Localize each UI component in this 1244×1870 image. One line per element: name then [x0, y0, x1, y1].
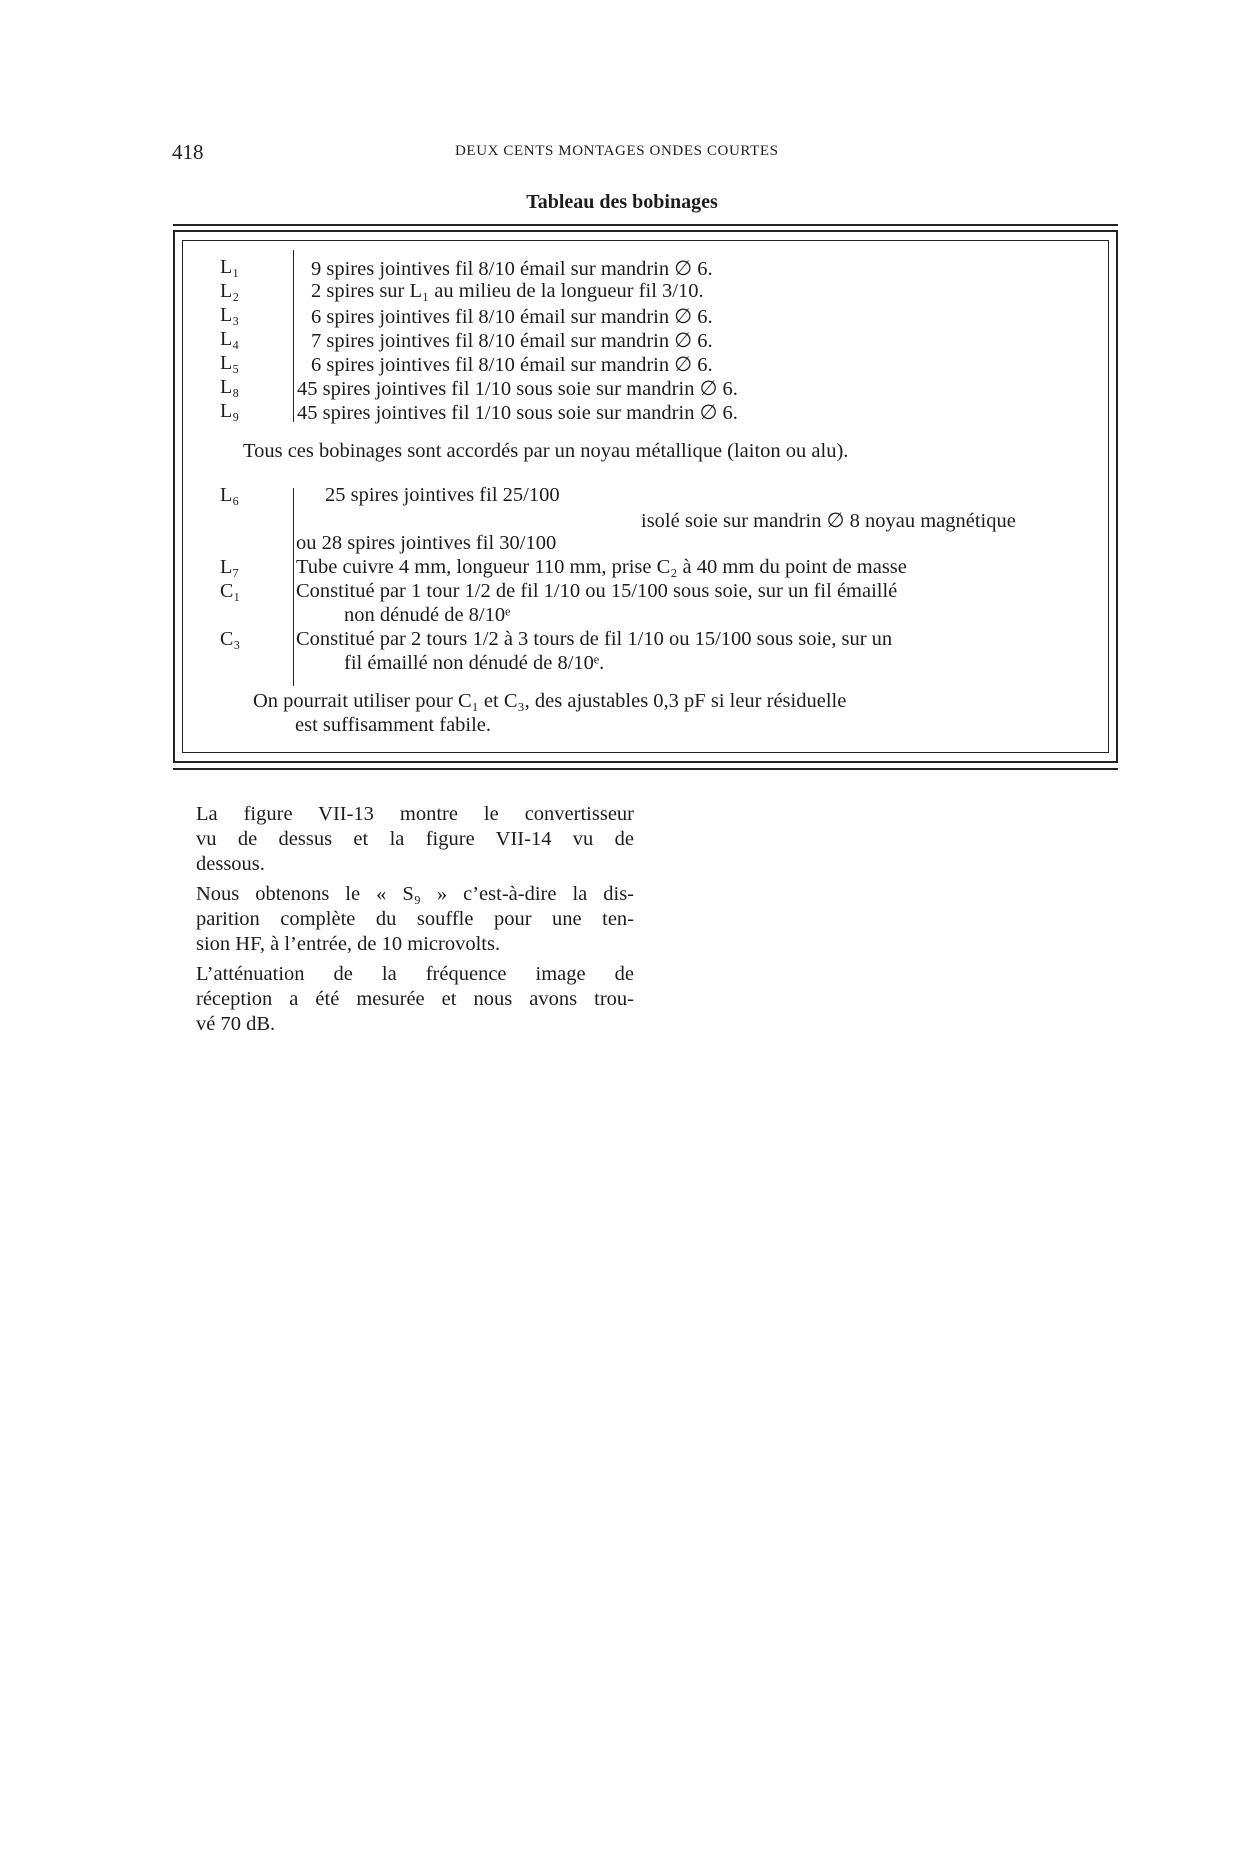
body-paragraph: [196, 802, 634, 877]
coil-label: C₃: [220, 628, 241, 650]
coil-description: ou 28 spires jointives fil 30/100: [296, 532, 557, 554]
coil-description: 45 spires jointives fil 1/10 sous soie sur mandrin ∅ 6.: [297, 378, 738, 400]
paragraph-line: L’atténuation de la fréquence image de: [196, 963, 634, 985]
table-bottom-rule: [173, 768, 1118, 770]
table-note-tuning: Tous ces bobinages sont accordés par un noyau métallique (laiton ou alu).: [243, 440, 849, 462]
column-separator-bottom: [293, 488, 294, 686]
coil-label: L₇: [220, 556, 240, 578]
paragraph-line: Nous obtenons le « S₉ » c’est-à-dire la dis-: [196, 883, 634, 905]
body-paragraph: [196, 962, 634, 1037]
coil-description: 2 spires sur L₁ au milieu de la longueur fil 3/10.: [311, 280, 704, 302]
coil-description: isolé soie sur mandrin ∅ 8 noyau magnétique: [641, 510, 1016, 532]
coil-description: 25 spires jointives fil 25/100: [325, 484, 560, 506]
paragraph-line: sion HF, à l’entrée, de 10 microvolts.: [196, 933, 501, 955]
coil-description: 6 spires jointives fil 8/10 émail sur mandrin ∅ 6.: [311, 354, 713, 376]
coil-label: L₁: [220, 256, 240, 278]
coil-description: 7 spires jointives fil 8/10 émail sur mandrin ∅ 6.: [311, 330, 713, 352]
body-paragraph: [196, 882, 634, 957]
column-separator-top: [293, 250, 294, 422]
coil-description: 45 spires jointives fil 1/10 sous soie sur mandrin ∅ 6.: [297, 402, 738, 424]
paragraph-line: vu de dessus et la figure VII-14 vu de: [196, 828, 634, 850]
coil-description: 6 spires jointives fil 8/10 émail sur mandrin ∅ 6.: [311, 306, 713, 328]
coil-label: L₅: [220, 352, 240, 374]
paragraph-line: La figure VII-13 montre le convertisseur: [196, 803, 634, 825]
table-title: Tableau des bobinages: [526, 191, 718, 213]
paragraph-line: dessous.: [196, 853, 265, 875]
coil-description: non dénudé de 8/10ᵉ: [344, 604, 511, 626]
coil-description: Constitué par 1 tour 1/2 de fil 1/10 ou 15/100 sous soie, sur un fil émaillé: [296, 580, 898, 602]
coil-label: L₉: [220, 400, 240, 422]
coil-description: 9 spires jointives fil 8/10 émail sur mandrin ∅ 6.: [311, 258, 713, 280]
running-title: DEUX CENTS MONTAGES ONDES COURTES: [455, 143, 779, 159]
coil-label: L₈: [220, 376, 240, 398]
coil-label: L₂: [220, 280, 240, 302]
paragraph-line: vé 70 dB.: [196, 1013, 276, 1035]
table-note-capacitors-cont: est suffisamment fabile.: [295, 714, 492, 736]
coil-label: L₄: [220, 328, 240, 350]
paragraph-line: parition complète du souffle pour une ten-: [196, 908, 634, 930]
table-top-rule: [173, 224, 1118, 226]
page-number: 418: [172, 140, 204, 164]
coil-description: Constitué par 2 tours 1/2 à 3 tours de fil 1/10 ou 15/100 sous soie, sur un: [296, 628, 893, 650]
coil-description: Tube cuivre 4 mm, longueur 110 mm, prise C₂ à 40 mm du point de masse: [296, 556, 907, 578]
paragraph-line: réception a été mesurée et nous avons trou-: [196, 988, 634, 1010]
coil-label: L₃: [220, 304, 240, 326]
coil-description: fil émaillé non dénudé de 8/10ᵉ.: [344, 652, 605, 674]
coil-label: C₁: [220, 580, 241, 602]
coil-label: L₆: [220, 484, 240, 506]
table-note-capacitors: On pourrait utiliser pour C₁ et C₃, des ajustables 0,3 pF si leur résiduelle: [253, 690, 847, 712]
